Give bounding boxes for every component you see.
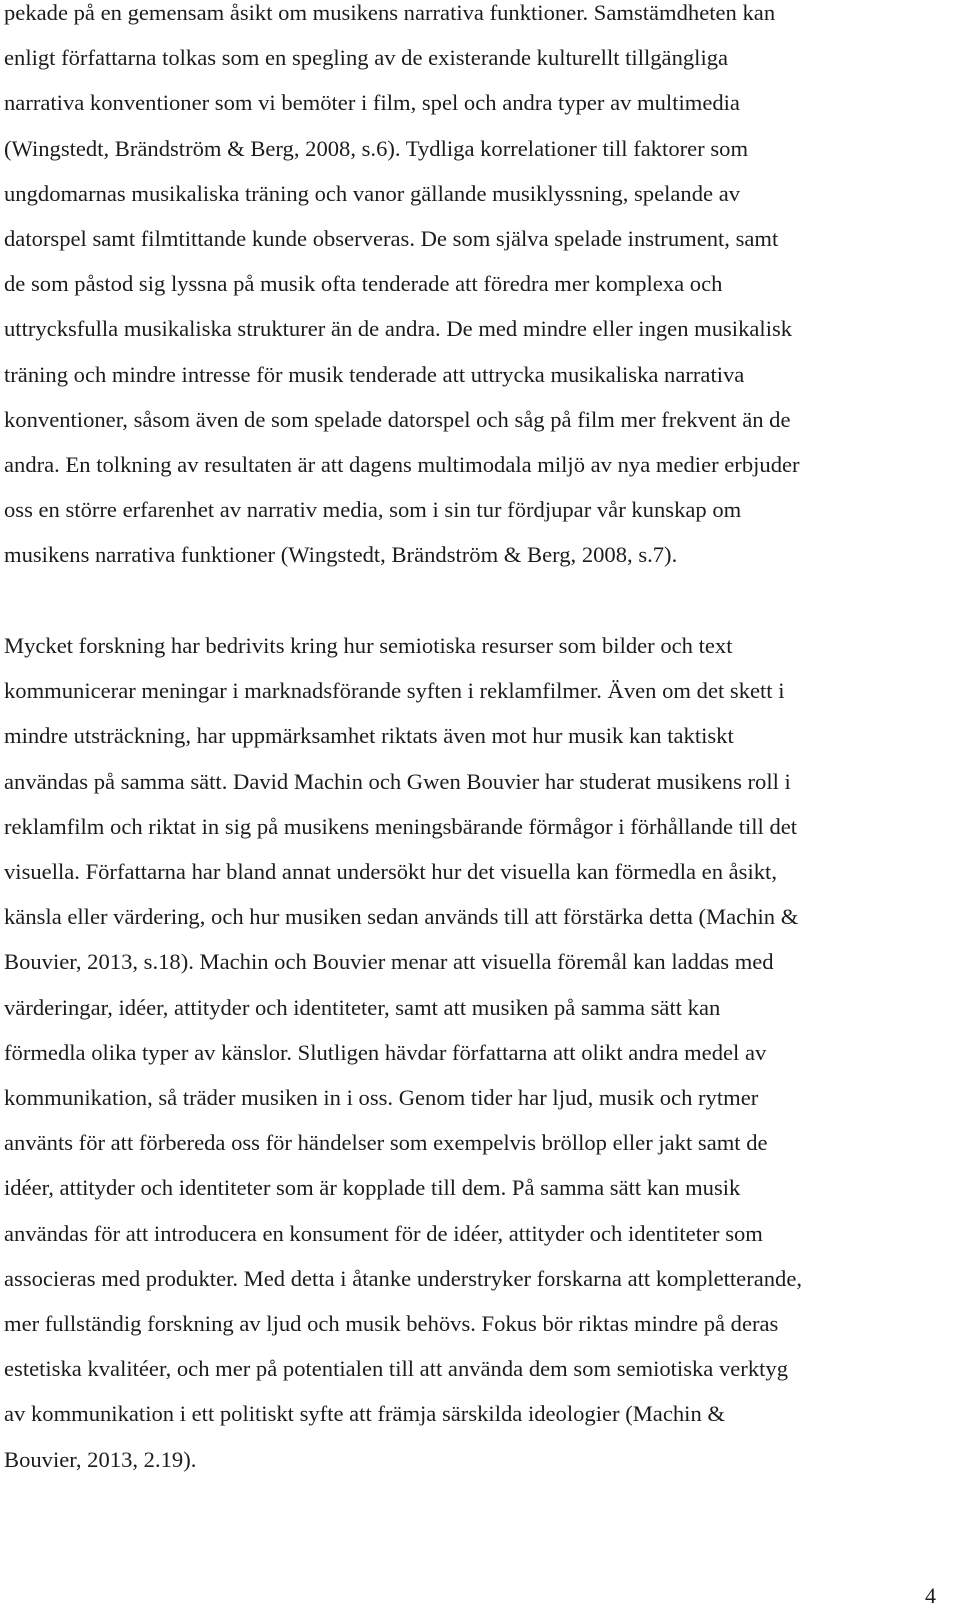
text-line: använts för att förbereda oss för händelser som exempelvis bröllop eller jakt samt de <box>4 1130 768 1156</box>
text-line: känsla eller värdering, och hur musiken sedan används till att förstärka detta (Machin & <box>4 904 799 930</box>
text-line: visuella. Författarna har bland annat undersökt hur det visuella kan förmedla en åsikt, <box>4 859 777 885</box>
text-line: mindre utsträckning, har uppmärksamhet riktats även mot hur musik kan taktiskt <box>4 723 734 749</box>
text-line: narrativa konventioner som vi bemöter i film, spel och andra typer av multimedia <box>4 90 740 116</box>
page-number: 4 <box>925 1583 936 1608</box>
text-line: kommunicerar meningar i marknadsförande syften i reklamfilmer. Även om det skett i <box>4 678 785 704</box>
text-line: estetiska kvalitéer, och mer på potentialen till att använda dem som semiotiska verktyg <box>4 1356 788 1382</box>
text-line: Mycket forskning har bedrivits kring hur semiotiska resurser som bilder och text <box>4 633 733 658</box>
text-line: oss en större erfarenhet av narrativ media, som i sin tur fördjupar vår kunskap om <box>4 497 742 523</box>
text-line: konventioner, såsom även de som spelade datorspel och såg på film mer frekvent än de <box>4 406 791 432</box>
text-line: de som påstod sig lyssna på musik ofta tenderade att föredra mer komplexa och <box>4 271 723 297</box>
text-line: ungdomarnas musikaliska träning och vanor gällande musiklyssning, spelande av <box>4 180 741 206</box>
paragraph <box>4 0 800 578</box>
text-line: andra. En tolkning av resultaten är att dagens multimodala miljö av nya medier erbjuder <box>4 452 800 478</box>
text-line: Bouvier, 2013, s.18). Machin och Bouvier menar att visuella föremål kan laddas med <box>4 949 774 975</box>
text-line: förmedla olika typer av känslor. Slutligen hävdar författarna att olikt andra medel av <box>4 1039 767 1065</box>
text-line: datorspel samt filmtittande kunde observeras. De som själva spelade instrument, samt <box>4 226 779 252</box>
text-line: reklamfilm och riktat in sig på musikens meningsbärande förmågor i förhållande till det <box>4 813 798 839</box>
paragraph <box>4 623 802 1482</box>
text-line: Bouvier, 2013, 2.19). <box>4 1446 197 1472</box>
text-line: associeras med produkter. Med detta i åtanke understryker forskarna att kompletterande, <box>4 1265 803 1291</box>
text-line: uttrycksfulla musikaliska strukturer än de andra. De med mindre eller ingen musikalisk <box>4 316 793 342</box>
text-line: enligt författarna tolkas som en spegling av de existerande kulturellt tillgängliga <box>4 45 729 71</box>
text-line: av kommunikation i ett politiskt syfte att främja särskilda ideologier (Machin & <box>4 1401 725 1427</box>
text-line: värderingar, idéer, attityder och identiteter, samt att musiken på samma sätt kan <box>4 994 721 1020</box>
text-line: kommunikation, så träder musiken in i oss. Genom tider har ljud, musik och rytmer <box>4 1085 759 1111</box>
text-line: idéer, attityder och identiteter som är kopplade till dem. På samma sätt kan musik <box>4 1175 741 1201</box>
text-line: mer fullständig forskning av ljud och musik behövs. Fokus bör riktas mindre på deras <box>4 1311 779 1337</box>
text-line: musikens narrativa funktioner (Wingstedt, Brändström & Berg, 2008, s.7). <box>4 542 678 568</box>
text-line: träning och mindre intresse för musik tenderade att uttrycka musikaliska narrativa <box>4 361 745 387</box>
text-line: (Wingstedt, Brändström & Berg, 2008, s.6). Tydliga korrelationer till faktorer som <box>4 135 749 161</box>
text-line: användas på samma sätt. David Machin och Gwen Bouvier har studerat musikens roll i <box>4 768 791 794</box>
text-line: pekade på en gemensam åsikt om musikens narrativa funktioner. Samstämdheten kan <box>4 0 776 25</box>
text-line: användas för att introducera en konsument för de idéer, attityder och identiteter som <box>4 1220 763 1246</box>
